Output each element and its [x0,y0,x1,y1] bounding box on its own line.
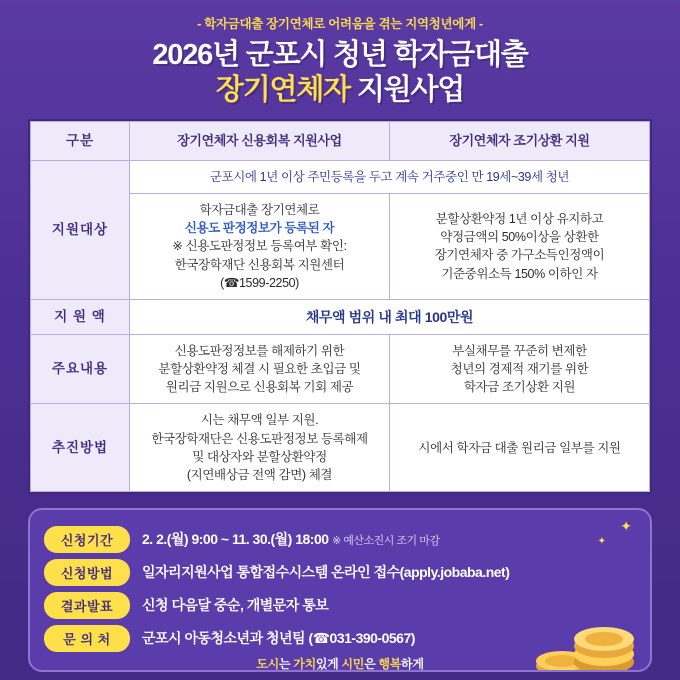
line: 학자금대출 장기연체로 [199,203,320,218]
row-label-content: 주요내용 [31,335,130,404]
table [30,121,650,491]
line: 한국장학재단은 신용도판정정보 등록해제 [151,431,368,446]
title-line-2-rest: 지원사업 [349,74,465,107]
table-row [31,161,650,194]
title-line-1: 2026년 군포시 청년 학자금대출 [152,39,528,71]
result-text: 신청 다음달 중순, 개별문자 통보 [142,597,329,614]
line: 분할상환약정 체결 시 필요한 초입금 및 [158,362,361,377]
line: 및 대상자와 분할상환약정 [192,449,327,464]
content-cell-1 [130,335,390,404]
table-header-row [31,122,650,161]
target-common-cell: 군포시에 1년 이상 주민등록을 두고 계속 거주중인 만 19세~39세 청년 [130,161,650,194]
line: ※ 신용도판정정보 등록여부 확인: [172,239,347,254]
header-cell-2: 장기연체자 조기상환 지원 [390,122,650,161]
line: 약정금액의 50%이상을 상환한 [440,230,599,245]
line: 학자금 조기상환 지원 [463,380,576,395]
info-row-method [44,559,636,586]
row-label-amount: 지 원 액 [31,299,130,334]
header-cell-0: 구분 [31,122,130,161]
footer-part-5: 시민 [341,657,365,671]
tag-period: 신청기간 [44,526,130,553]
line: 신용도 판정정보가 등록된 자 [184,221,335,236]
row-label-target: 지원대상 [31,161,130,300]
footer-part-2: 는 [278,657,294,671]
content-cell-2 [390,335,650,404]
target-cell-1 [130,194,390,300]
method-cell-2 [390,404,650,492]
row-label-method: 추진방법 [31,404,130,492]
page-title [0,38,680,107]
footer-part-4: 있게 [315,657,342,671]
line: 분할상환약정 1년 이상 유지하고 [435,212,604,227]
line: 기준중위소득 150% 이하인 자 [441,266,598,281]
table-row [31,335,650,404]
line: 장기연체자 중 가구소득인정액이 [434,248,605,263]
kicker-text: - 학자금대출 장기연체로 어려움을 겪는 지역청년에게 - [197,17,483,31]
tag-method: 신청방법 [44,559,130,586]
footer-part-6: 은 [364,657,379,671]
line: 시는 채무액 일부 지원. [200,413,319,428]
tag-contact: 문 의 처 [44,625,130,652]
contact-text: 군포시 아동청소년과 청년팀 (☎031-390-0567) [142,630,415,647]
line: 신용도판정정보를 해제하기 위한 [174,344,345,359]
application-info-box [28,508,652,672]
title-line-2 [0,73,680,107]
method-text[interactable]: 일자리지원사업 통합접수시스템 온라인 접수(apply.jobaba.net) [142,564,510,581]
line: 원리금 지원으로 신용회복 기회 제공 [165,380,354,395]
footer-part-8: 하게 [401,657,424,671]
tag-result: 결과발표 [44,592,130,619]
target-cell-2 [390,194,650,300]
period-text [142,529,439,549]
period-value: 2. 2.(월) 9:00 ~ 11. 30.(월) 18:00 [142,531,329,548]
period-note: ※ 예산소진시 조기 마감 [331,535,440,548]
footer-slogan [0,655,680,672]
footer-part-1: 도시 [256,657,279,671]
line: 부실채무를 꾸준히 변제한 [452,344,587,359]
line: (☎1599-2250) [220,275,299,290]
program-table [28,119,652,493]
footer-part-7: 행복 [378,657,402,671]
line: 한국장학재단 신용회복 지원센터 [174,257,345,272]
table-row [31,299,650,334]
table-row [31,404,650,492]
footer-part-3: 가치 [293,657,316,671]
line: (지연배상금 전액 감면) 체결 [186,467,333,482]
sparkle-icon: ✦ [597,535,606,547]
header-cell-1: 장기연체자 신용회복 지원사업 [130,122,390,161]
line: 청년의 경제적 재기를 위한 [450,362,589,377]
amount-cell: 채무액 범위 내 최대 100만원 [130,299,650,334]
method-cell-1 [130,404,390,492]
sparkle-icon: ✦ [620,517,632,534]
title-highlight: 장기연체자 [215,74,350,107]
line: 시에서 학자금 대출 원리금 일부를 지원 [418,440,621,455]
info-row-period [44,526,636,553]
